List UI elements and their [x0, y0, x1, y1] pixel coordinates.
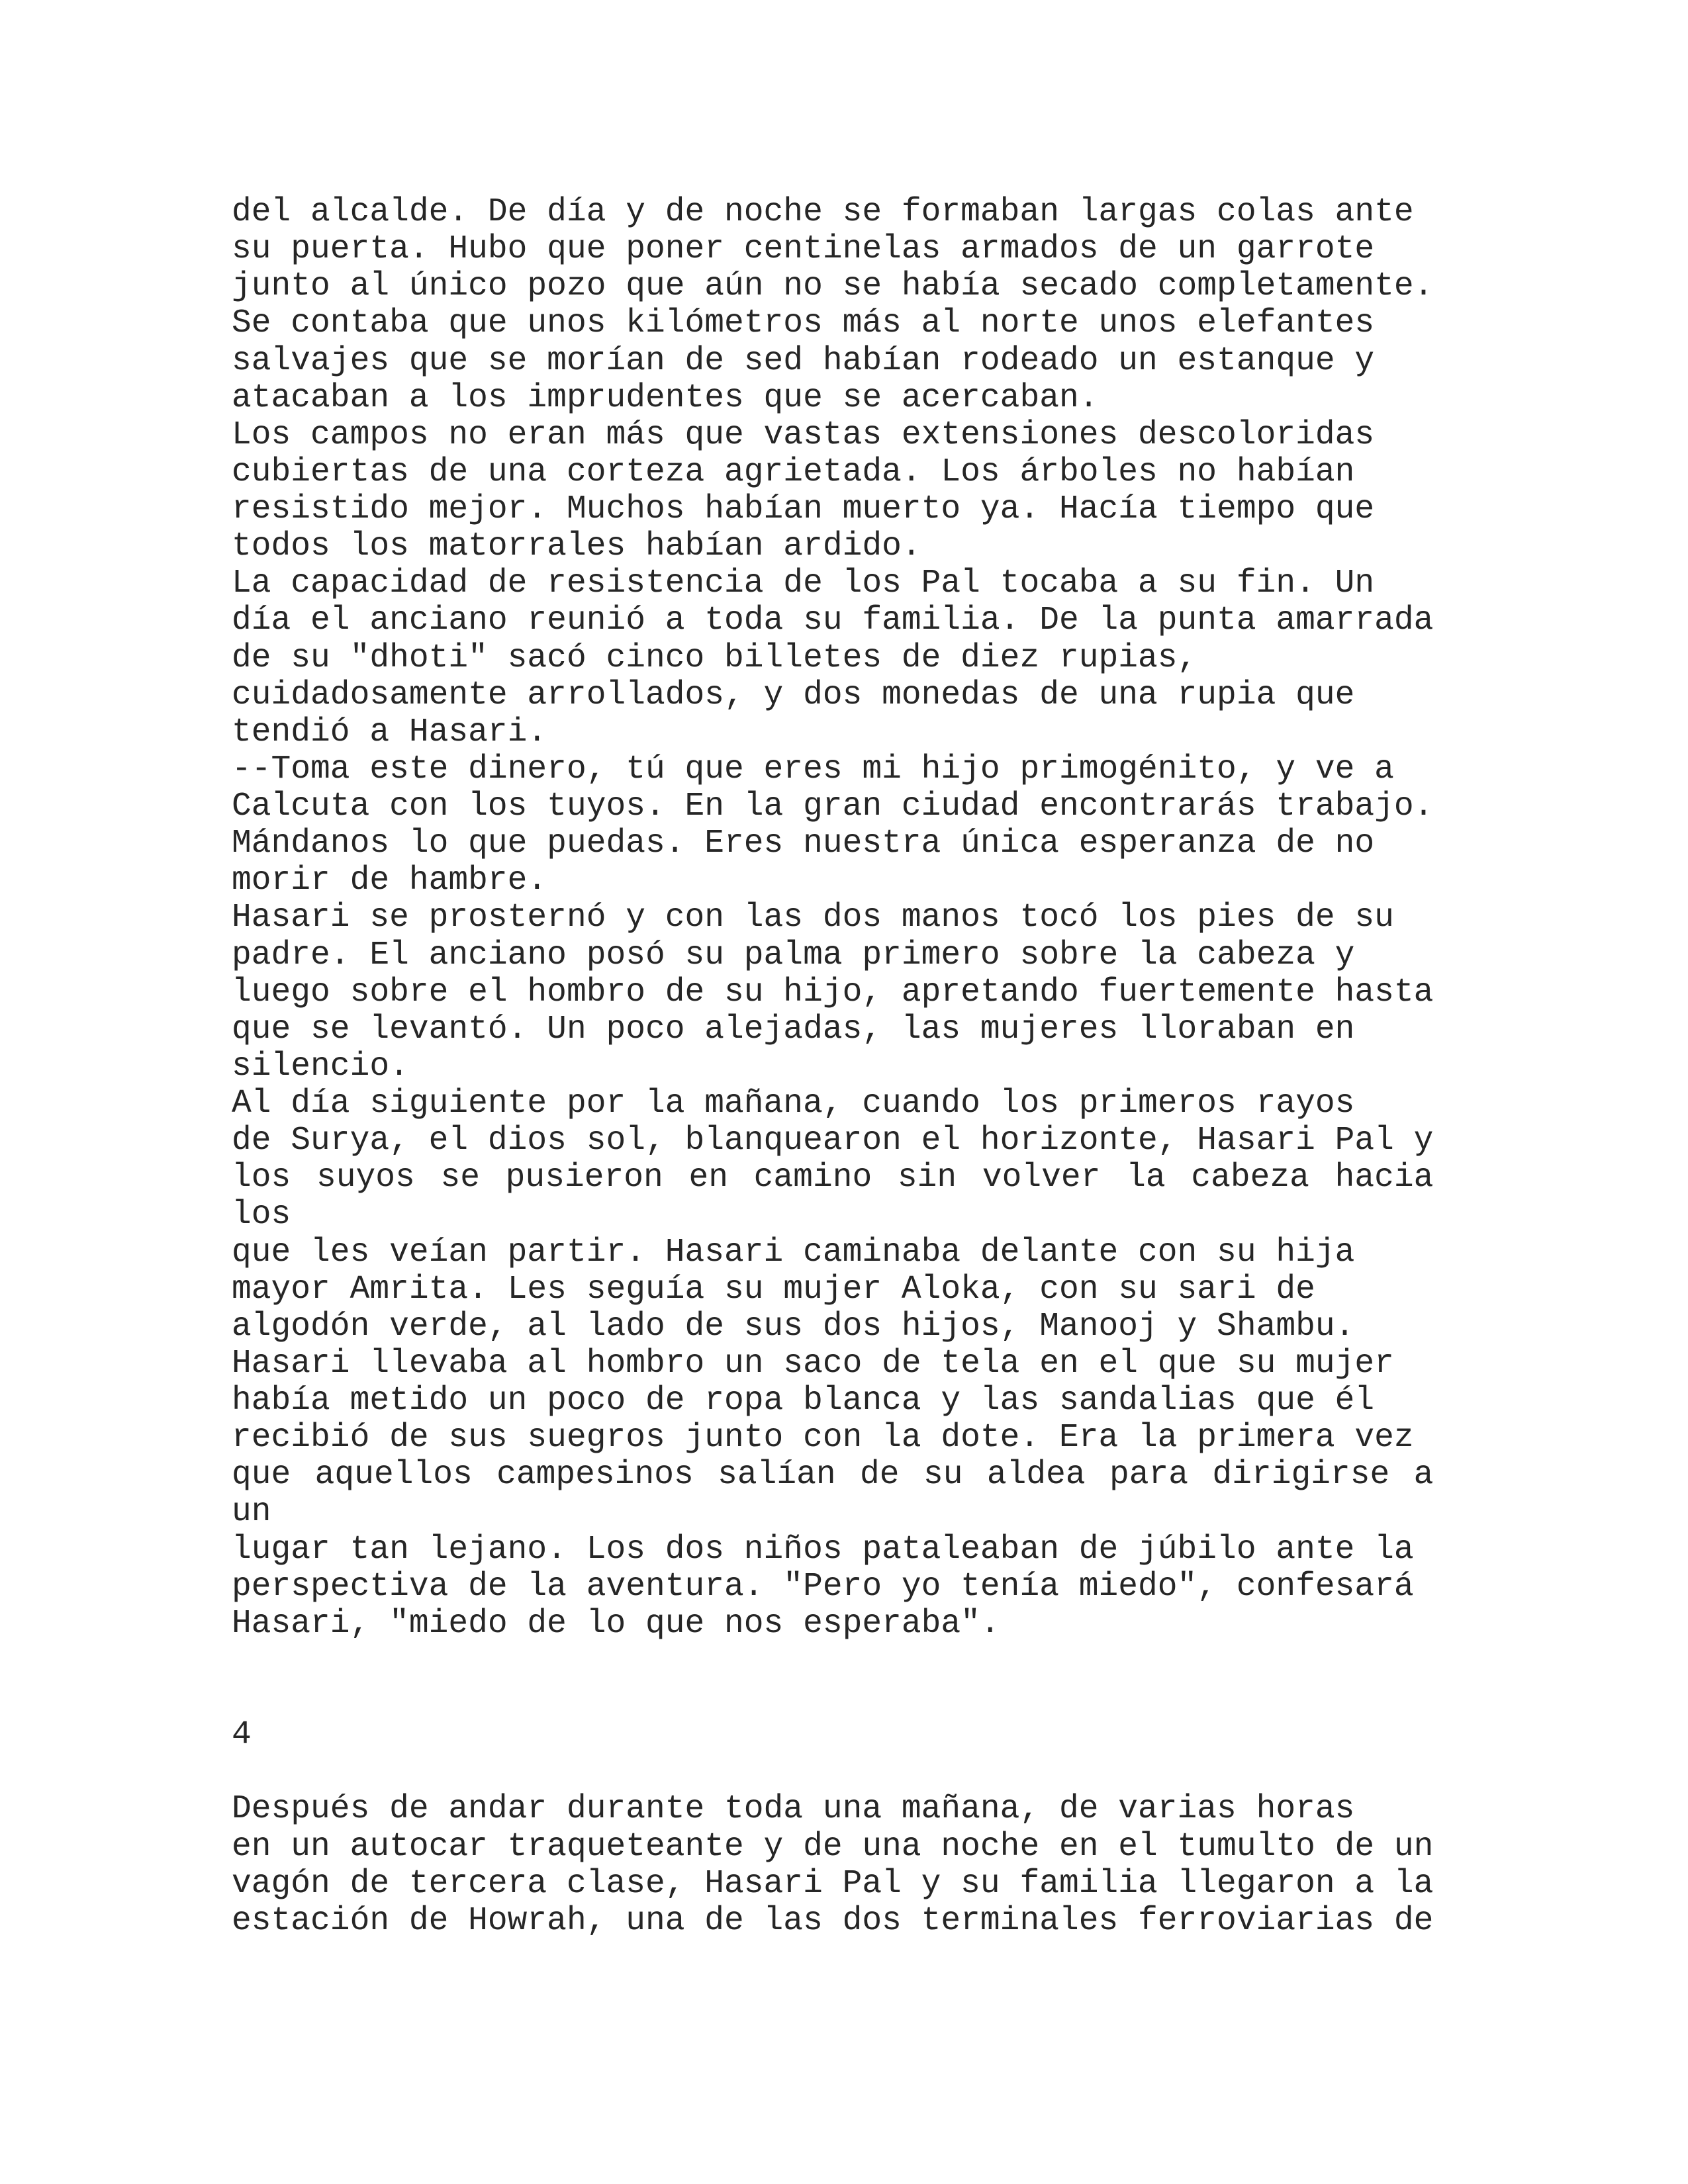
text-line: vagón de tercera clase, Hasari Pal y su familia llegaron a la: [232, 1864, 1434, 1902]
paragraph: [232, 416, 1489, 565]
text-line: silencio.: [232, 1047, 409, 1085]
text-line: que se levantó. Un poco alejadas, las mujeres lloraban en: [232, 1010, 1355, 1048]
text-line: mayor Amrita. Les seguía su mujer Aloka, con su sari de: [232, 1270, 1315, 1308]
text-line: Hasari llevaba al hombro un saco de tela en el que su mujer: [232, 1344, 1394, 1382]
chapter-number: 4: [232, 1716, 252, 1754]
text-line: había metido un poco de ropa blanca y las sandalias que él: [232, 1382, 1375, 1419]
text-line: Se contaba que unos kilómetros más al norte unos elefantes: [232, 304, 1375, 342]
body-text: [232, 193, 1489, 1939]
text-line: los suyos se pusieron en camino sin volver la cabeza hacia: [232, 1159, 1434, 1197]
text-line: día el anciano reunió a toda su familia. De la punta amarrada: [232, 602, 1434, 639]
text-line: Después de andar durante toda una mañana, de varias horas: [232, 1790, 1355, 1828]
text-line: Hasari, "miedo de lo que nos esperaba".: [232, 1604, 1000, 1642]
text-line: algodón verde, al lado de sus dos hijos, Manooj y Shambu.: [232, 1307, 1355, 1345]
text-line: que les veían partir. Hasari caminaba delante con su hija: [232, 1233, 1355, 1271]
text-line: Los campos no eran más que vastas extensiones descoloridas: [232, 416, 1375, 453]
chapter-paragraph: [232, 1790, 1489, 1939]
text-line: resistido mejor. Muchos habían muerto ya. Hacía tiempo que: [232, 490, 1375, 527]
paragraph: [232, 193, 1489, 416]
text-line: su puerta. Hubo que poner centinelas armados de un garrote: [232, 230, 1375, 268]
paragraph: [232, 1085, 1489, 1642]
text-line: cubiertas de una corteza agrietada. Los árboles no habían: [232, 453, 1355, 490]
text-line: perspectiva de la aventura. "Pero yo tenía miedo", confesará: [232, 1567, 1414, 1605]
text-line: los: [232, 1196, 291, 1234]
text-line: Calcuta con los tuyos. En la gran ciudad encontrarás trabajo.: [232, 788, 1434, 825]
text-line: todos los matorrales habían ardido.: [232, 527, 921, 565]
text-line: luego sobre el hombro de su hijo, apretando fuertemente hasta: [232, 973, 1434, 1011]
text-line: Mándanos lo que puedas. Eres nuestra única esperanza de no: [232, 825, 1375, 862]
text-line: un: [232, 1493, 271, 1531]
text-line: morir de hambre.: [232, 862, 547, 899]
text-line: padre. El anciano posó su palma primero sobre la cabeza y: [232, 936, 1355, 974]
text-line: lugar tan lejano. Los dos niños pataleaban de júbilo ante la: [232, 1530, 1414, 1568]
text-line: --Toma este dinero, tú que eres mi hijo primogénito, y ve a: [232, 750, 1394, 788]
text-line: junto al único pozo que aún no se había secado completamente.: [232, 267, 1434, 305]
paragraph: [232, 565, 1489, 751]
text-line: de Surya, el dios sol, blanquearon el horizonte, Hasari Pal y: [232, 1122, 1434, 1160]
text-line: en un autocar traqueteante y de una noche en el tumulto de un: [232, 1827, 1434, 1865]
text-line: recibió de sus suegros junto con la dote. Era la primera vez: [232, 1419, 1414, 1457]
text-line: del alcalde. De día y de noche se formaban largas colas ante: [232, 193, 1414, 230]
dialogue-paragraph: [232, 751, 1489, 899]
text-line: tendió a Hasari.: [232, 713, 547, 751]
text-line: de su "dhoti" sacó cinco billetes de diez rupias,: [232, 639, 1197, 676]
text-line: atacaban a los imprudentes que se acercaban.: [232, 379, 1099, 416]
text-line: Hasari se prosternó y con las dos manos tocó los pies de su: [232, 899, 1394, 936]
text-line: Al día siguiente por la mañana, cuando los primeros rayos: [232, 1085, 1355, 1122]
text-line: cuidadosamente arrollados, y dos monedas de una rupia que: [232, 676, 1355, 713]
text-line: que aquellos campesinos salían de su aldea para dirigirse a: [232, 1456, 1434, 1494]
text-line: salvajes que se morían de sed habían rodeado un estanque y: [232, 341, 1375, 379]
text-line: estación de Howrah, una de las dos terminales ferroviarias de: [232, 1901, 1434, 1939]
paragraph: [232, 899, 1489, 1085]
text-line: La capacidad de resistencia de los Pal tocaba a su fin. Un: [232, 565, 1375, 602]
